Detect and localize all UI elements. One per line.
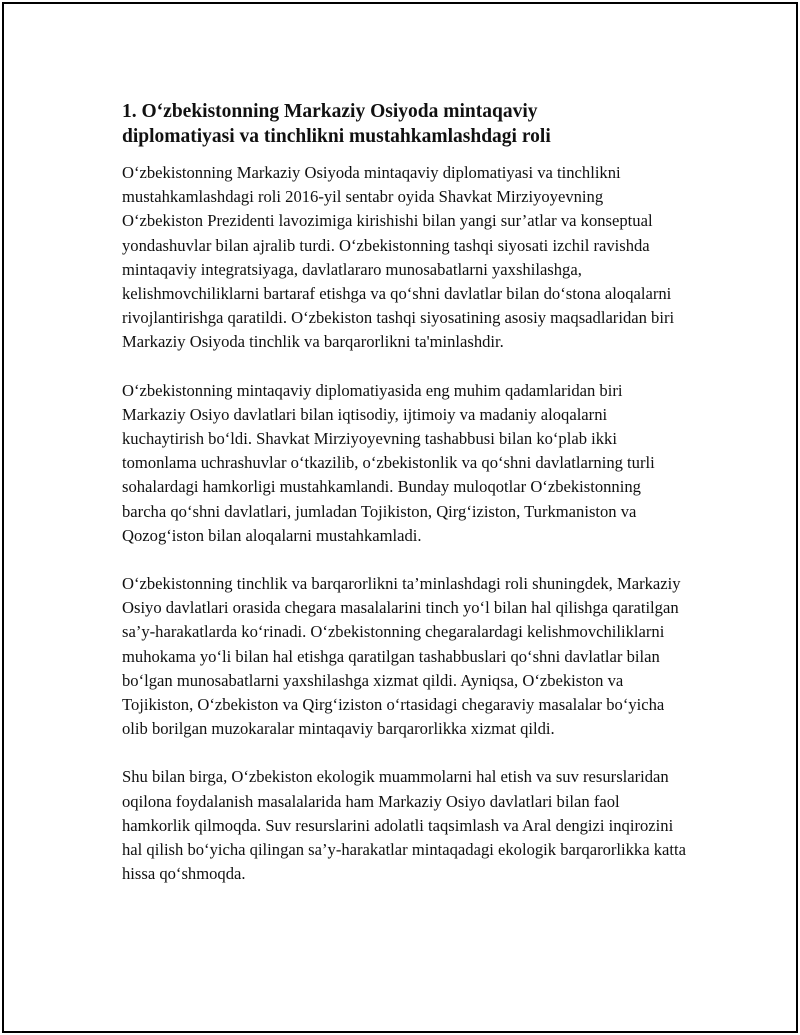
section-heading: 1. O‘zbekistonning Markaziy Osiyoda mintaqaviy diplomatiyasi va tinchlikni mustahkamlashdagi roli [122,101,551,147]
paragraph-4: Shu bilan birga, O‘zbekiston ekologik muammolarni hal etish va suv resurslaridan oqilona foydalanish masalalarida ham Markaziy Osiyo davlatlari bilan faol hamkorlik qilmoqda. Suv resurslarini adolatli taqsimlash va Aral dengizi inqirozini hal qilish bo‘yicha qilingan sa’y-harakatlar mintaqadagi ekologik barqarorlikka katta hissa qo‘shmoqda. [122,767,686,884]
page-frame [2,2,798,1033]
paragraph-1: O‘zbekistonning Markaziy Osiyoda mintaqaviy diplomatiyasi va tinchlikni mustahkamlashdagi roli 2016-yil sentabr oyida Shavkat Mirziyoyevning O‘zbekiston Prezidenti lavozimiga kirishishi bilan yangi sur’atlar va konseptual yondashuvlar bilan ajralib turdi. O‘zbekistonning tashqi siyosati izchil ravishda mintaqaviy integratsiyaga, davlatlararo munosabatlarni yaxshilashga, kelishmovchiliklarni bartaraf etishga va qo‘shni davlatlar bilan do‘stona aloqalarni rivojlantirishga qaratildi. O‘zbekiston tashqi siyosatining asosiy maqsadlaridan biri Markaziy Osiyoda tinchlik va barqarorlikni ta'minlashdir. [122,163,675,352]
paragraph-2: O‘zbekistonning mintaqaviy diplomatiyasida eng muhim qadamlaridan biri Markaziy Osiyo davlatlari bilan iqtisodiy, ijtimoiy va madaniy aloqalarni kuchaytirish bo‘ldi. Shavkat Mirziyoyevning tashabbusi bilan ko‘plab ikki tomonlama uchrashuvlar o‘tkazilib, o‘zbekistonlik va qo‘shni davlatlarning turli sohalardagi hamkorligi mustahkamlandi. Bunday muloqotlar O‘zbekistonning barcha qo‘shni davlatlari, jumladan Tojikiston, Qirg‘iziston, Turkmaniston va Qozog‘iston bilan aloqalarni mustahkamladi. [122,380,655,545]
paragraph-3: O‘zbekistonning tinchlik va barqarorlikni ta’minlashdagi roli shuningdek, Markaziy Osiyo davlatlari orasida chegara masalalarini tinch yo‘l bilan hal qilishga qaratilgan sa’y-harakatlarda ko‘rinadi. O‘zbekistonning chegaralardagi kelishmovchiliklarni muhokama yo‘li bilan hal etishga qaratilgan tashabbuslari qo‘shni davlatlar bilan bo‘lgan munosabatlarni yaxshilashga xizmat qildi. Ayniqsa, O‘zbekiston va Tojikiston, O‘zbekiston va Qirg‘iziston o‘rtasidagi chegaraviy masalalar bo‘yicha olib borilgan muzokaralar mintaqaviy barqarorlikka xizmat qildi. [122,574,681,739]
document-body [122,99,688,910]
